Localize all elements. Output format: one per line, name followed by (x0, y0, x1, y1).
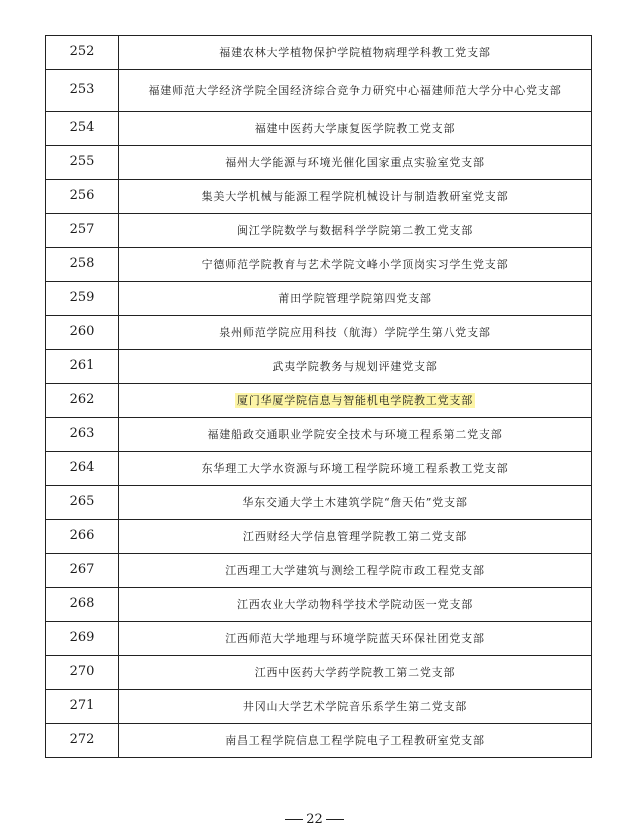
row-number: 263 (46, 418, 119, 452)
row-number: 261 (46, 350, 119, 384)
page-number: 22 (306, 812, 323, 827)
footer-dash-left (285, 819, 303, 820)
branch-name: 福建中医药大学康复医学院教工党支部 (119, 112, 592, 146)
table-row (46, 622, 592, 656)
branch-name: 南昌工程学院信息工程学院电子工程教研室党支部 (119, 724, 592, 758)
row-number: 258 (46, 248, 119, 282)
branch-name: 泉州师范学院应用科技（航海）学院学生第八党支部 (119, 316, 592, 350)
branch-name: 宁德师范学院教育与艺术学院文峰小学顶岗实习学生党支部 (119, 248, 592, 282)
branch-name: 莆田学院管理学院第四党支部 (119, 282, 592, 316)
table-row (46, 282, 592, 316)
table-row (46, 724, 592, 758)
table-row (46, 180, 592, 214)
branch-name: 井冈山大学艺术学院音乐系学生第二党支部 (119, 690, 592, 724)
highlighted-branch-name: 厦门华厦学院信息与智能机电学院教工党支部 (237, 393, 473, 407)
row-number: 269 (46, 622, 119, 656)
branch-name: 福州大学能源与环境光催化国家重点实验室党支部 (119, 146, 592, 180)
branch-name: 江西农业大学动物科学技术学院动医一党支部 (119, 588, 592, 622)
page-footer (0, 812, 629, 827)
table-row (46, 588, 592, 622)
row-number: 253 (46, 70, 119, 112)
table-row-highlighted (46, 384, 592, 418)
table-row (46, 248, 592, 282)
branch-name: 江西财经大学信息管理学院教工第二党支部 (119, 520, 592, 554)
row-number: 254 (46, 112, 119, 146)
table-row (46, 418, 592, 452)
branch-name: 江西中医药大学药学院教工第二党支部 (119, 656, 592, 690)
row-number: 255 (46, 146, 119, 180)
row-number: 268 (46, 588, 119, 622)
table-row (46, 146, 592, 180)
branch-name-cell (119, 384, 592, 418)
table-row (46, 112, 592, 146)
branch-name: 东华理工大学水资源与环境工程学院环境工程系教工党支部 (119, 452, 592, 486)
table-row (46, 70, 592, 112)
table-row (46, 214, 592, 248)
row-number: 267 (46, 554, 119, 588)
branch-name: 江西师范大学地理与环境学院蓝天环保社团党支部 (119, 622, 592, 656)
footer-dash-right (326, 819, 344, 820)
row-number: 270 (46, 656, 119, 690)
table-row (46, 656, 592, 690)
row-number: 260 (46, 316, 119, 350)
row-number: 259 (46, 282, 119, 316)
row-number: 262 (46, 384, 119, 418)
table-row (46, 452, 592, 486)
row-number: 256 (46, 180, 119, 214)
table-row (46, 350, 592, 384)
branch-name: 华东交通大学土木建筑学院“詹天佑”党支部 (119, 486, 592, 520)
branch-name: 江西理工大学建筑与测绘工程学院市政工程党支部 (119, 554, 592, 588)
branch-name: 福建师范大学经济学院全国经济综合竞争力研究中心福建师范大学分中心党支部 (119, 70, 592, 112)
branch-name: 福建船政交通职业学院安全技术与环境工程系第二党支部 (119, 418, 592, 452)
row-number: 272 (46, 724, 119, 758)
table-row (46, 36, 592, 70)
branch-list-table (45, 35, 592, 758)
table-row (46, 690, 592, 724)
branch-name: 武夷学院教务与规划评建党支部 (119, 350, 592, 384)
table-row (46, 486, 592, 520)
table-row (46, 316, 592, 350)
row-number: 252 (46, 36, 119, 70)
row-number: 257 (46, 214, 119, 248)
table-row (46, 520, 592, 554)
row-number: 271 (46, 690, 119, 724)
branch-name: 闽江学院数学与数据科学学院第二教工党支部 (119, 214, 592, 248)
table-row (46, 554, 592, 588)
branch-name: 福建农林大学植物保护学院植物病理学科教工党支部 (119, 36, 592, 70)
row-number: 266 (46, 520, 119, 554)
row-number: 264 (46, 452, 119, 486)
row-number: 265 (46, 486, 119, 520)
branch-name: 集美大学机械与能源工程学院机械设计与制造教研室党支部 (119, 180, 592, 214)
